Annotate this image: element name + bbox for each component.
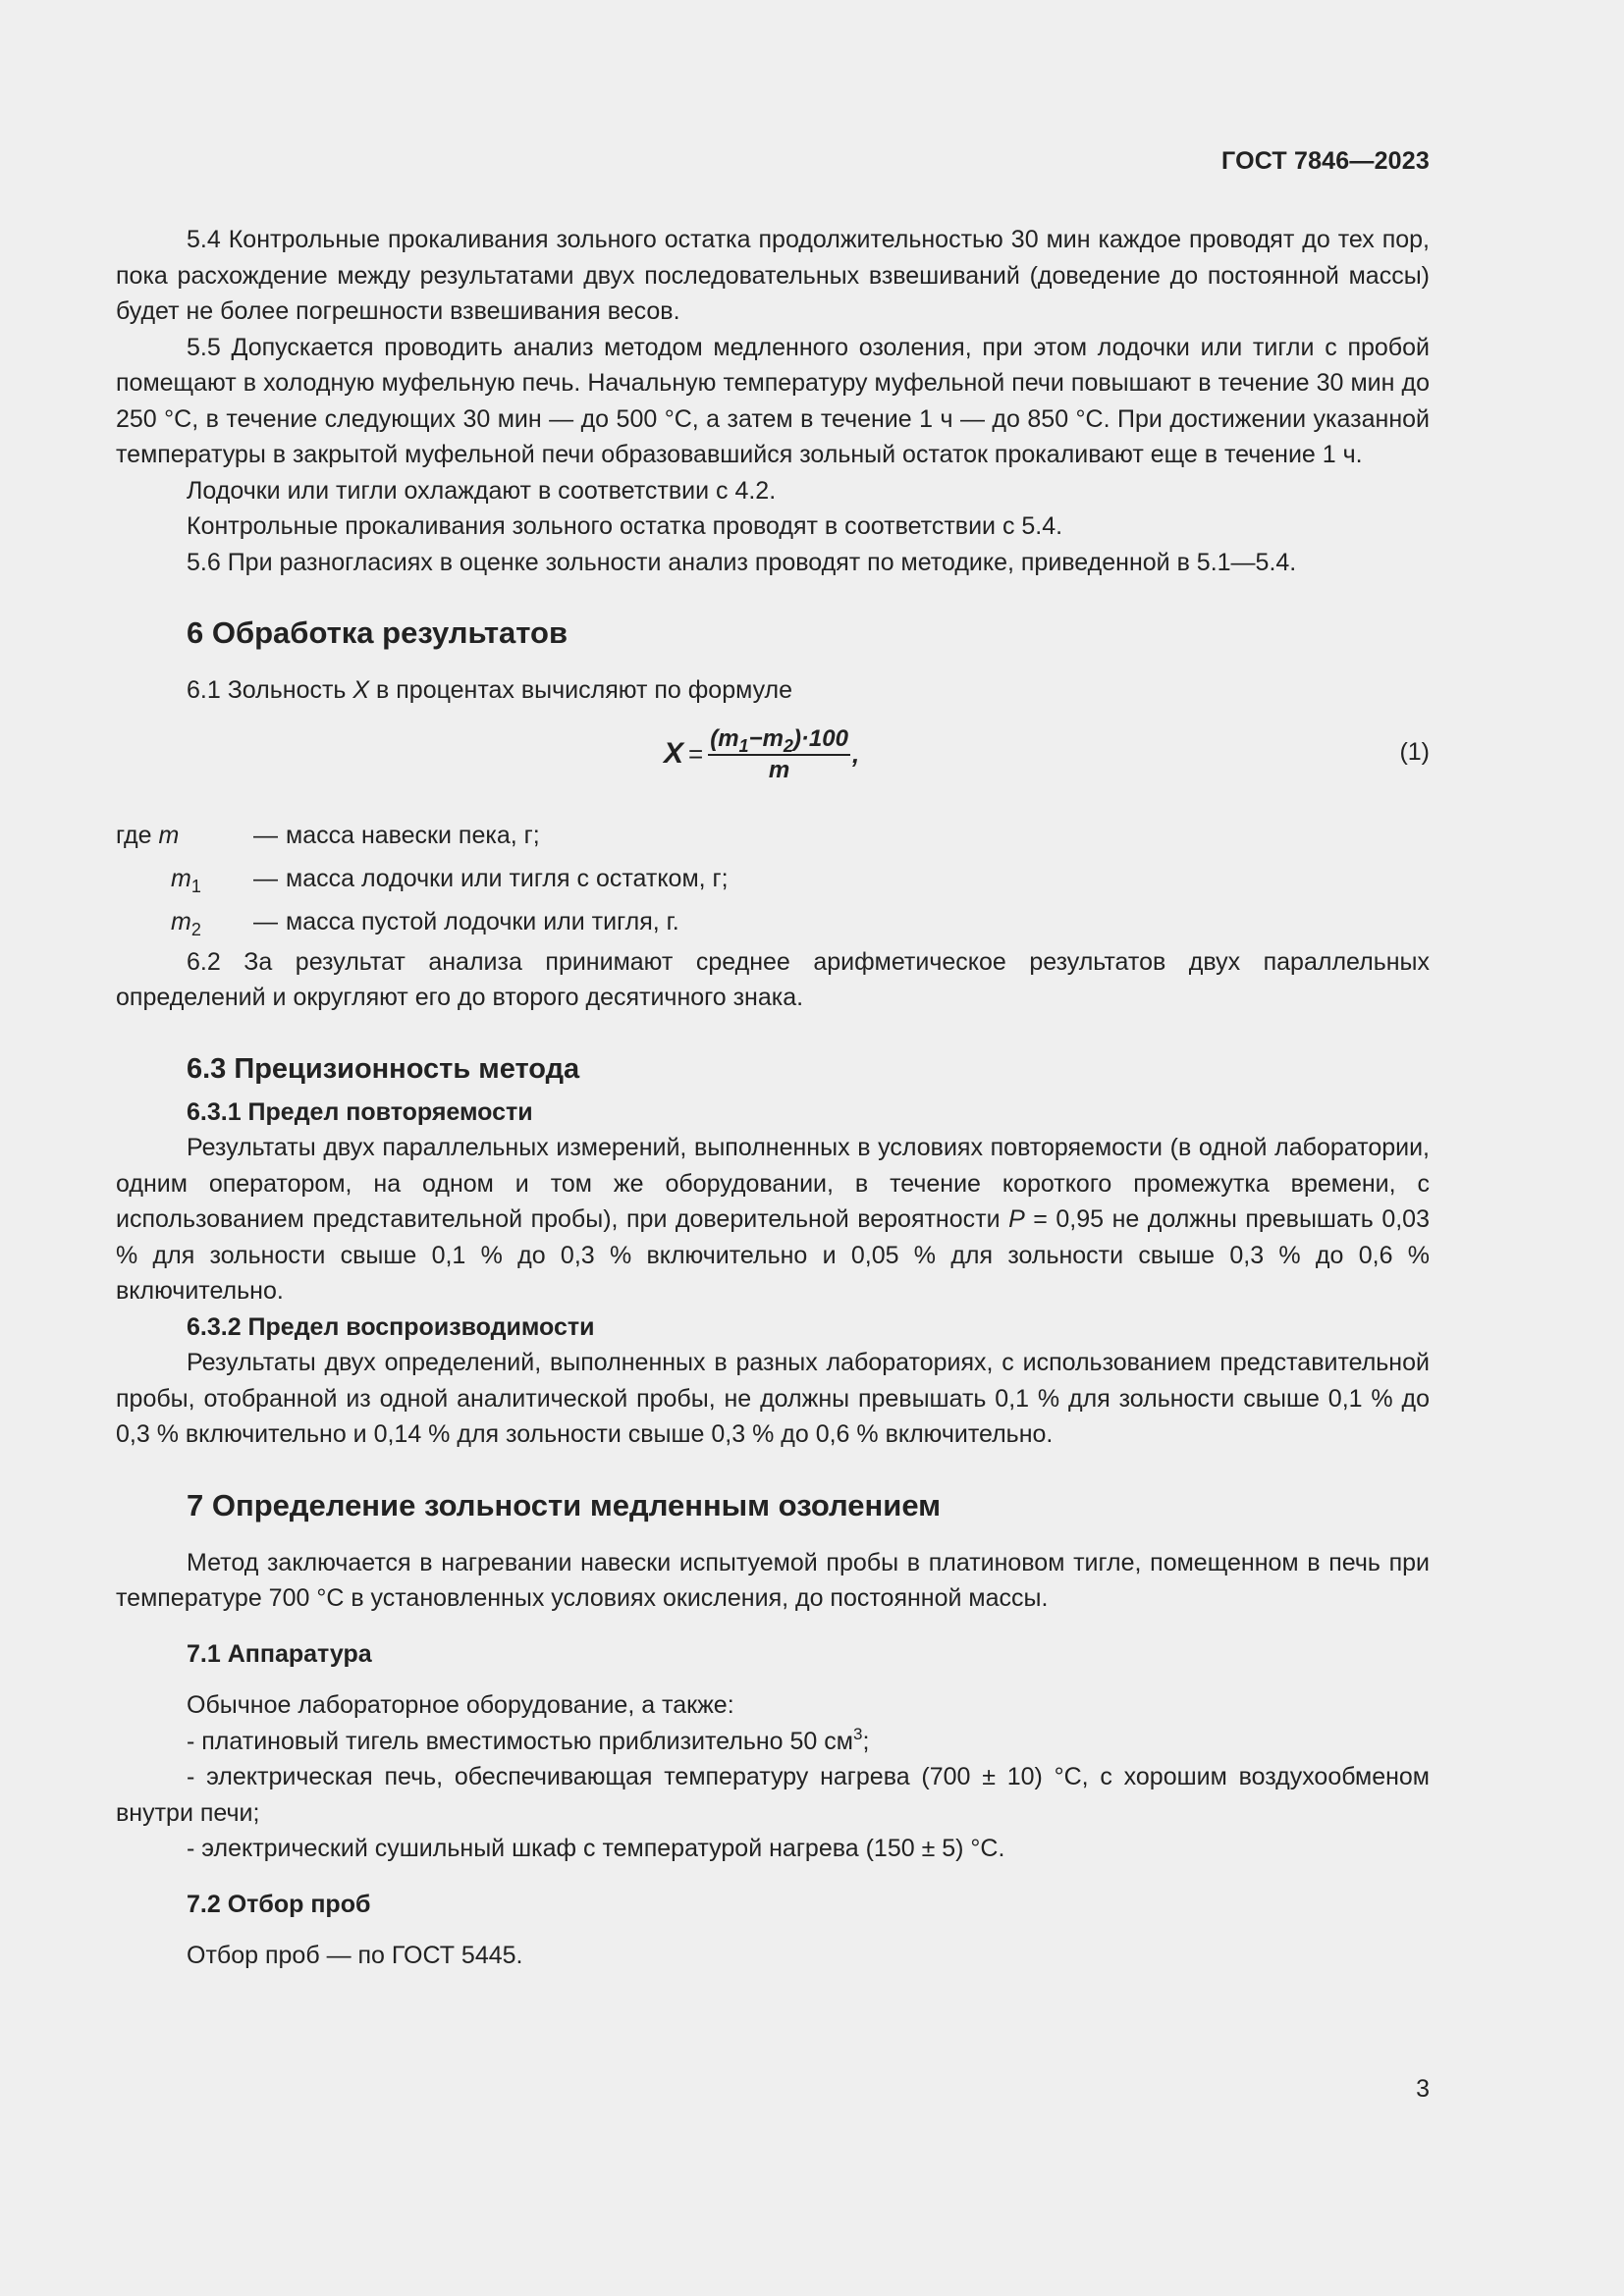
paragraph-5-5-control: Контрольные прокаливания зольного остатка проводят в соответствии с 5.4. [187,512,1063,540]
formula-fraction [708,724,850,785]
paragraph-7: Метод заключается в нагревании навески испытуемой пробы в платиновом тигле, помещенном в печь при температуре 700 °С в установленных условиях окисления, до постоянной массы. [116,1548,1430,1612]
subsection-heading-7-1: 7.1 Аппаратура [187,1639,372,1668]
definition-row: где m — масса навески пека, г; [116,822,540,850]
document-header: ГОСТ 7846—2023 [1221,147,1430,175]
formula-denominator: m [768,756,790,783]
formula-numerator: $(m_1-m_2)\cdot 100$ [710,724,848,756]
paragraph-5-5: 5.5 Допускается проводить анализ методом медленного озоления, при этом лодочки или тигли с пробой помещают в холодную муфельную печь. Начальную температуру муфельной печи повышают в течение 30 мин до 250 °С, в течение следующих 30 мин — до 500 °С, а затем в течение 1 ч — до 850 °С. При достижении указанной температуры в закрытой муфельной печи образовавшийся зольный остаток прокаливают еще в течение 1 ч. [116,333,1430,468]
subsection-heading-7-2: 7.2 Отбор проб [187,1890,371,1918]
section-heading-6-3: 6.3 Прецизионность метода [187,1052,580,1085]
definition-row: $m_1$ — масса лодочки или тигля с остатком, г; [171,865,729,897]
formula-definitions [116,815,1430,944]
list-item: - электрический сушильный шкаф с температурой нагрева (150 ± 5) °С. [187,1835,1005,1862]
section-heading-6: 6 Обработка результатов [187,615,568,650]
formula-1 [116,721,1430,793]
paragraph-6-1: 6.1 Зольность X в процентах вычисляют по формуле [187,676,793,704]
paragraph-5-4: 5.4 Контрольные прокаливания зольного остатка продолжительностью 30 мин каждое проводят до тех пор, пока расхождение между результатами двух последовательных взвешиваний (доведение до постоянной массы) будет не более погрешности взвешивания весов. [116,226,1430,325]
paragraph-7-2: Отбор проб — по ГОСТ 5445. [187,1942,523,1969]
paragraph-6-3-1: Результаты двух параллельных измерений, выполненных в условиях повторяемости (в одной лаборатории, одним оператором, на одном и том же оборудовании, в течение короткого промежутка времени, с использованием представительной пробы), при доверительной вероятности P = 0,95 не должны превышать 0,03 % для зольности свыше 0,1 % до 0,3 % включительно и 0,05 % для зольности свыше 0,3 % до 0,6 % включительно. [116,1134,1430,1305]
formula-expression: X = $\frac{(m_1-m_2)\cdot 100}{m}$ , [664,724,860,783]
paragraph-5-6: 5.6 При разногласиях в оценке зольности анализ проводят по методике, приведенной в 5.1—5.4. [187,548,1297,576]
subsection-heading-6-3-2: 6.3.2 Предел воспроизводимости [187,1312,595,1341]
variable-p: P [1008,1205,1025,1233]
subsection-heading-6-3-1: 6.3.1 Предел повторяемости [187,1097,533,1126]
formula-equals: = [688,739,704,770]
definition-row: $m_2$ — масса пустой лодочки или тигля, г. [171,908,679,940]
list-item: - платиновый тигель вместимостью приблизительно 50 $см^3$; [187,1724,870,1755]
list-item: - электрическая печь, обеспечивающая температуру нагрева (700 ± 10) °С, с хорошим воздухообменом внутри печи; [116,1763,1430,1827]
document-body [116,222,1430,1974]
section-heading-7: 7 Определение зольности медленным озолением [187,1487,942,1522]
paragraph-6-2: 6.2 За результат анализа принимают среднее арифметическое результатов двух параллельных определений и округляют его до второго десятичного знака. [116,947,1430,1011]
formula-number: (1) [1399,737,1430,766]
page-number: 3 [1416,2075,1430,2103]
paragraph-5-5-cooling: Лодочки или тигли охлаждают в соответствии с 4.2. [187,476,777,505]
paragraph-7-1: Обычное лабораторное оборудование, а также: [187,1691,734,1719]
variable-x: X [352,676,370,704]
paragraph-6-3-2: Результаты двух определений, выполненных в разных лабораториях, с использованием представительной пробы, отобранной из одной аналитической пробы, не должны превышать 0,1 % для зольности свыше 0,1 % до 0,3 % включительно и 0,14 % для зольности свыше 0,3 % до 0,6 % включительно. [116,1349,1430,1448]
formula-lhs: X [664,737,684,771]
